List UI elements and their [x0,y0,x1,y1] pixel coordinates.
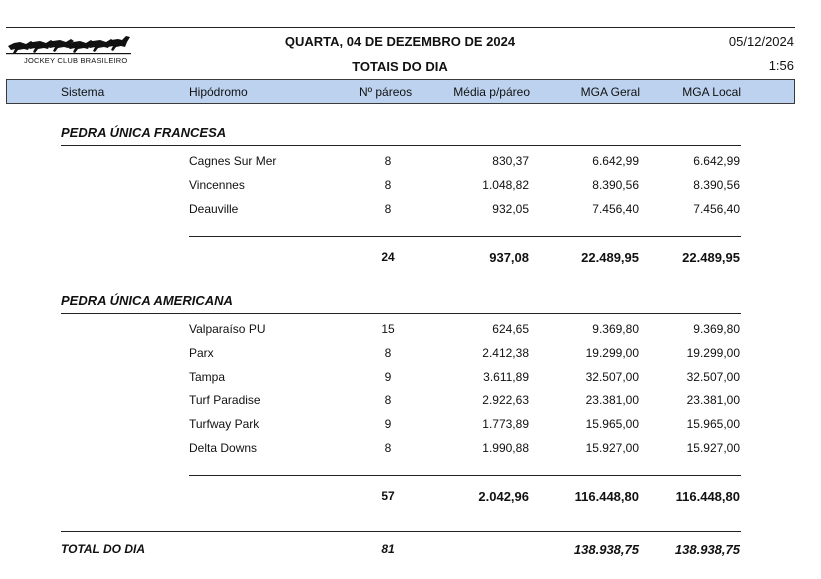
total-mga-local: 138.938,75 [674,542,740,557]
table-row [0,417,821,435]
subtotal-rule [189,475,741,476]
cell-hipodromo: Cagnes Sur Mer [189,154,277,168]
cell-n-pareos: 9 [384,417,392,431]
subtotal-mga-local: 116.448,80 [675,489,740,504]
subtotal-row [0,489,821,507]
cell-n-pareos: 8 [384,178,392,192]
cell-mga-geral: 7.456,40 [592,202,639,216]
cell-hipodromo: Tampa [189,370,226,384]
report-date: 05/12/2024 [728,34,794,49]
cell-hipodromo: Vincennes [189,178,245,192]
cell-media: 3.611,89 [483,370,529,384]
table-row [0,178,821,196]
cell-n-pareos: 8 [384,202,392,216]
cell-media: 2.922,63 [482,393,529,407]
cell-mga-geral: 32.507,00 [585,370,639,384]
cell-mga-geral: 8.390,56 [592,178,639,192]
cell-media: 830,37 [492,154,529,168]
cell-hipodromo: Delta Downs [189,441,258,455]
subtotal-mga-geral: 22.489,95 [581,250,639,265]
col-mga-geral: MGA Geral [580,85,640,99]
cell-mga-geral: 23.381,00 [585,393,639,407]
table-row [0,346,821,364]
cell-hipodromo: Parx [189,346,214,360]
cell-n-pareos: 8 [384,154,392,168]
cell-mga-local: 7.456,40 [693,202,740,216]
cell-media: 1.990,88 [482,441,529,455]
cell-n-pareos: 8 [384,441,392,455]
cell-media: 1.773,89 [482,417,529,431]
header-top-rule [6,27,795,28]
col-n-pareos: Nº páreos [359,85,413,99]
subtotal-mga-geral: 116.448,80 [574,489,639,504]
cell-mga-local: 19.299,00 [686,346,740,360]
table-row [0,393,821,411]
cell-mga-local: 9.369,80 [693,322,740,336]
page-subtitle: TOTAIS DO DIA [352,59,448,74]
cell-mga-geral: 9.369,80 [592,322,639,336]
subtotal-row [0,250,821,268]
section-rule [61,313,741,314]
cell-hipodromo: Turfway Park [189,417,260,431]
total-rule [61,531,741,532]
cell-n-pareos: 8 [384,393,392,407]
cell-media: 932,05 [492,202,529,216]
cell-mga-geral: 19.299,00 [585,346,639,360]
total-mga-geral: 138.938,75 [573,542,639,557]
cell-mga-local: 15.965,00 [686,417,740,431]
cell-hipodromo: Turf Paradise [189,393,261,407]
cell-mga-local: 15.927,00 [686,441,740,455]
cell-n-pareos: 8 [384,346,392,360]
cell-mga-geral: 6.642,99 [592,154,639,168]
total-label: TOTAL DO DIA [61,542,145,556]
table-row [0,154,821,172]
report-time: 1:56 [768,58,794,73]
cell-media: 1.048,82 [482,178,529,192]
section-title: PEDRA ÚNICA FRANCESA [61,125,227,140]
table-row [0,370,821,388]
cell-media: 2.412,38 [482,346,529,360]
page-title: QUARTA, 04 DE DEZEMBRO DE 2024 [284,34,516,49]
col-media: Média p/páreo [453,85,530,99]
column-header-bar [6,79,795,104]
section-rule [61,145,741,146]
cell-mga-local: 6.642,99 [693,154,740,168]
cell-n-pareos: 9 [384,370,392,384]
cell-hipodromo: Valparaíso PU [189,322,266,336]
subtotal-rule [189,236,741,237]
subtotal-n-pareos: 57 [381,489,395,503]
subtotal-mga-local: 22.489,95 [682,250,740,265]
table-row [0,322,821,340]
cell-hipodromo: Deauville [189,202,239,216]
total-row [0,542,821,560]
col-sistema: Sistema [61,85,105,99]
cell-media: 624,65 [492,322,529,336]
table-row [0,202,821,220]
section-title: PEDRA ÚNICA AMERICANA [61,293,233,308]
cell-mga-local: 23.381,00 [686,393,740,407]
table-row [0,441,821,459]
subtotal-media: 937,08 [489,250,529,265]
col-hipodromo: Hipódromo [189,85,248,99]
total-n-pareos: 81 [381,542,395,556]
cell-n-pareos: 15 [381,322,395,336]
subtotal-n-pareos: 24 [381,250,395,264]
logo-text: JOCKEY CLUB BRASILEIRO [24,56,128,65]
cell-mga-geral: 15.927,00 [585,441,639,455]
subtotal-media: 2.042,96 [478,489,529,504]
col-mga-local: MGA Local [682,85,741,99]
cell-mga-local: 32.507,00 [686,370,740,384]
cell-mga-local: 8.390,56 [693,178,740,192]
cell-mga-geral: 15.965,00 [585,417,639,431]
